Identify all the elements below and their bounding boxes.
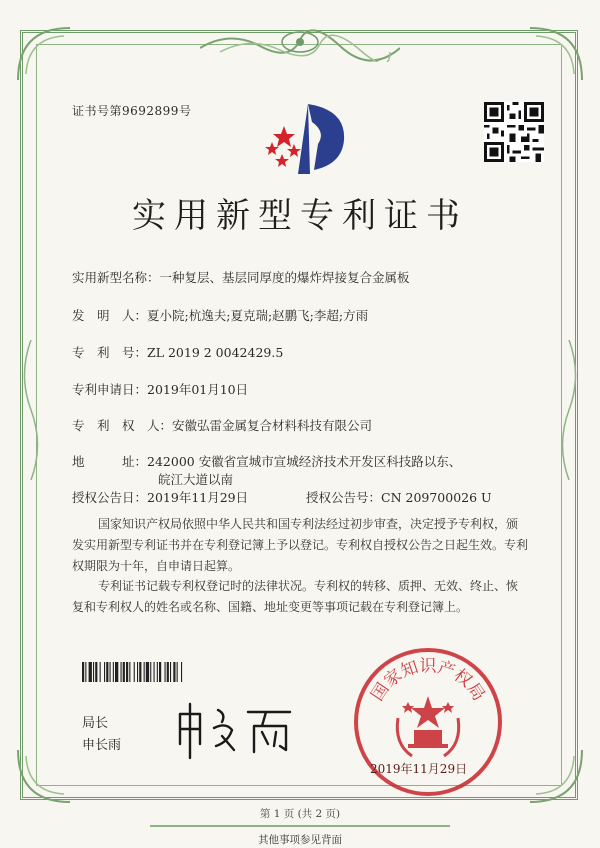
field-address-line2: 皖江大道以南	[158, 472, 234, 487]
bottom-divider	[150, 825, 450, 827]
field-patentee	[72, 416, 372, 434]
field-label: 地 址：	[72, 454, 148, 469]
back-side-note: 其他事项参见背面	[258, 834, 342, 846]
side-ornament-icon	[554, 340, 584, 480]
field-grant-announcement-number	[306, 488, 492, 506]
field-inventor	[72, 306, 368, 324]
field-label: 发 明 人：	[72, 308, 148, 323]
field-label: 实用新型名称：	[72, 270, 160, 285]
field-value: ZL 2019 2 0042429.5	[147, 345, 284, 360]
certificate-title: 实用新型专利证书	[132, 196, 468, 236]
seal-date: 2019年11月29日	[370, 762, 468, 776]
field-label: 授权公告日：	[72, 490, 148, 505]
page-number: 第 1 页 (共 2 页)	[259, 808, 341, 820]
field-label: 专 利 权 人：	[72, 418, 173, 433]
field-application-date	[72, 380, 248, 398]
field-address	[72, 452, 461, 470]
side-ornament-icon	[16, 340, 46, 480]
qr-code-icon	[484, 102, 544, 162]
field-value: 242000 安徽省宣城市宣城经济技术开发区科技路以东、	[147, 454, 462, 469]
body-paragraph: 专利证书记载专利权登记时的法律状况。专利权的转移、质押、无效、终止、恢复和专利权人的姓名或名称、国籍、地址变更等事项记载在专利登记簿上。	[72, 579, 519, 614]
field-label: 专利申请日：	[72, 382, 148, 397]
corner-ornament-icon	[526, 746, 586, 806]
handwritten-signature-icon	[170, 700, 300, 760]
seal-text: 国家知识产权局	[367, 656, 489, 705]
field-value: 2019年01月10日	[147, 382, 249, 397]
field-value: 一种复层、基层同厚度的爆炸焊接复合金属板	[159, 270, 410, 285]
top-ornament-icon	[200, 28, 400, 62]
corner-ornament-icon	[526, 24, 586, 84]
certificate-number: 证书号第9692899号	[72, 104, 192, 118]
field-value: 2019年11月29日	[147, 490, 249, 505]
corner-ornament-icon	[14, 746, 74, 806]
field-patent-number	[72, 343, 283, 361]
signatory-title: 局长	[82, 716, 109, 731]
field-value: 夏小院;杭逸夫;夏克瑞;赵鹏飞;李超;方雨	[147, 308, 369, 323]
barcode-icon	[82, 662, 260, 682]
field-utility-model-name	[72, 268, 410, 286]
field-label: 授权公告号：	[306, 490, 382, 505]
field-label: 专 利 号：	[72, 345, 148, 360]
body-paragraph: 国家知识产权局依照中华人民共和国专利法经过初步审查，决定授予专利权，颁发实用新型专利证书并在专利登记簿上予以登记。专利权自授权公告之日起生效。专利权期限为十年，自申请日起算。	[72, 517, 529, 573]
corner-ornament-icon	[14, 24, 74, 84]
field-value: CN 209700026 U	[381, 490, 492, 505]
cnipa-logo-icon	[258, 98, 354, 176]
field-grant-announcement-date	[72, 488, 248, 506]
signatory-name: 申长雨	[82, 738, 122, 753]
field-value: 安徽弘雷金属复合材料科技有限公司	[172, 418, 373, 433]
